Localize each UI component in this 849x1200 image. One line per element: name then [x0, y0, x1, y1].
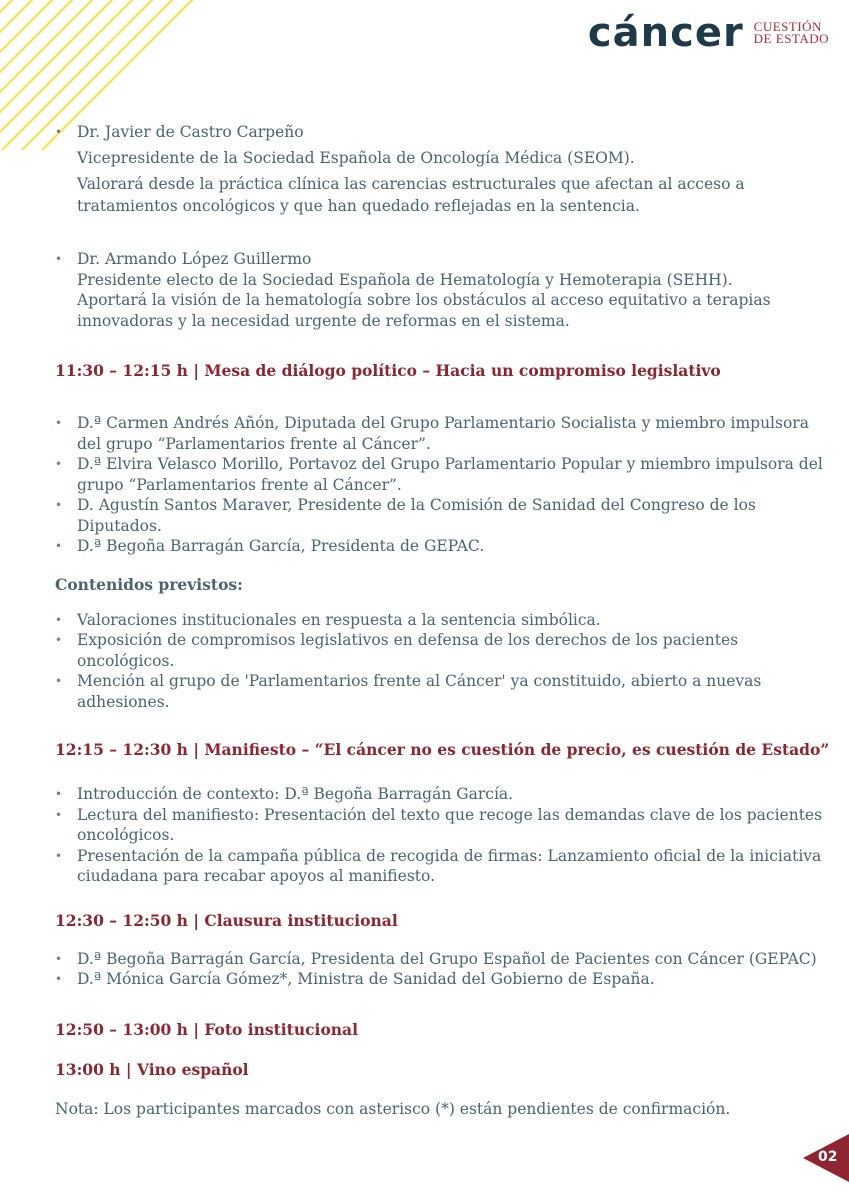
speaker-item — [55, 122, 835, 217]
speaker-description: Aportará la visión de la hematología sobre los obstáculos al acceso equitativo a terapias innovadoras y la necesidad urgente de reformas en el sistema. — [77, 291, 771, 330]
logo-subtitle — [754, 21, 829, 45]
speaker-list — [55, 249, 835, 331]
speaker-name: • Dr. Armando López Guillermo — [77, 250, 312, 268]
footnote: Nota: Los participantes marcados con asterisco (*) están pendientes de confirmación. — [55, 1099, 731, 1118]
list-item: • D.ª Carmen Andrés Añón, Diputada del Grupo Parlamentario Socialista y miembro impulsora del grupo “Parlamentarios frente al Cáncer”. — [55, 413, 835, 454]
logo-line-2: DE ESTADO — [753, 31, 829, 46]
section-title-manifiesto: 12:15 – 12:30 h | Manifiesto – “El cáncer no es cuestión de precio, es cuestión de Estado” — [55, 740, 830, 759]
list-item: • Lectura del manifiesto: Presentación del texto que recoge las demandas clave de los pacientes oncológicos. — [55, 805, 835, 846]
speaker-name: • Dr. Javier de Castro Carpeño — [77, 123, 304, 141]
page-number: 02 — [818, 1149, 838, 1165]
list-item: • Introducción de contexto: D.ª Begoña Barragán García. — [55, 784, 835, 805]
section-title-mesa: 11:30 – 12:15 h | Mesa de diálogo político – Hacia un compromiso legislativo — [55, 361, 721, 380]
speaker-description: Valorará desde la práctica clínica las carencias estructurales que afectan al acceso a tratamientos oncológicos y que han quedado reflejadas en la sentencia. — [77, 175, 745, 215]
speaker-item — [55, 249, 835, 331]
list-item: • Exposición de compromisos legislativos en defensa de los derechos de los pacientes oncológicos. — [55, 630, 835, 671]
list-item: • Valoraciones institucionales en respuesta a la sentencia simbólica. — [55, 610, 835, 631]
manifiesto-list — [55, 784, 835, 887]
section-title-clausura: 12:30 – 12:50 h | Clausura institucional — [55, 910, 398, 930]
speaker-list — [55, 122, 835, 217]
list-item: • D.ª Begoña Barragán García, Presidenta de GEPAC. — [55, 536, 835, 557]
list-item: • Presentación de la campaña pública de recogida de firmas: Lanzamiento oficial de la iniciativa ciudadana para recabar apoyos al manifiesto. — [55, 846, 835, 887]
speaker-role: Vicepresidente de la Sociedad Española de Oncología Médica (SEOM). — [77, 148, 635, 167]
logo-word: cáncer — [587, 10, 744, 56]
list-item: • D.ª Begoña Barragán García, Presidenta del Grupo Español de Pacientes con Cáncer (GEPAC) — [55, 949, 835, 970]
list-item: • D.ª Mónica García Gómez*, Ministra de Sanidad del Gobierno de España. — [55, 969, 835, 990]
brand-logo — [588, 10, 829, 56]
list-item: • D.ª Elvira Velasco Morillo, Portavoz del Grupo Parlamentario Popular y miembro impulsora del grupo “Parlamentarios frente al Cáncer”. — [55, 454, 835, 495]
agenda-content — [55, 122, 835, 1118]
mesa-participants — [55, 413, 835, 557]
section-title-vino: 13:00 h | Vino español — [55, 1059, 249, 1079]
contents-list — [55, 610, 835, 713]
contents-heading: Contenidos previstos: — [55, 574, 243, 594]
list-item: • D. Agustín Santos Maraver, Presidente de la Comisión de Sanidad del Congreso de los Diputados. — [55, 495, 835, 536]
clausura-list — [55, 949, 835, 990]
speaker-role: Presidente electo de la Sociedad Española de Hematología y Hemoterapia (SEHH). — [77, 270, 733, 289]
logo-line-1: CUESTIÓN — [753, 19, 822, 34]
list-item: • Mención al grupo de 'Parlamentarios frente al Cáncer' ya constituido, abierto a nuevas adhesiones. — [55, 671, 835, 712]
section-title-foto: 12:50 – 13:00 h | Foto institucional — [55, 1019, 358, 1039]
